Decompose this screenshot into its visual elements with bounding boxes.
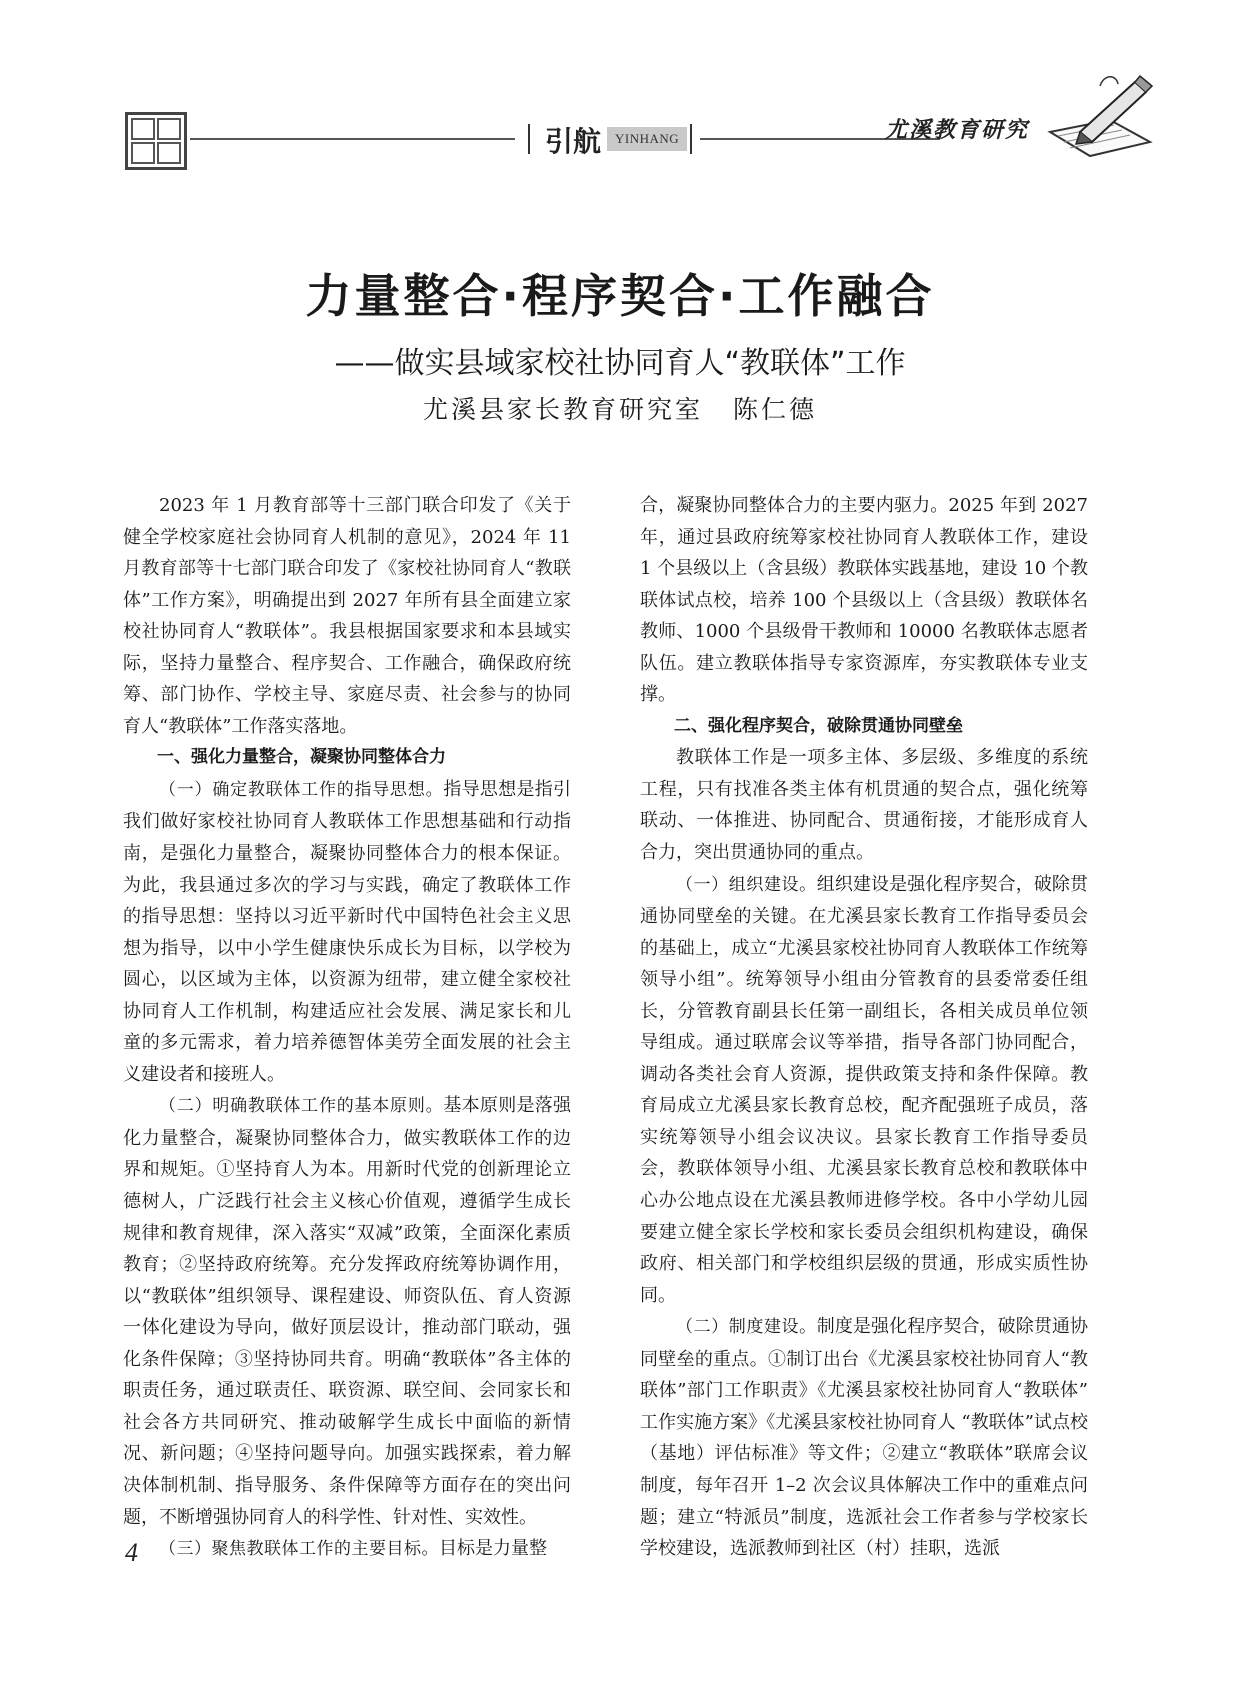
paragraph [123,1090,571,1533]
header-divider [528,124,530,154]
page-header [0,0,1240,170]
section-label: 引航 [545,125,602,158]
left-column [123,490,571,1566]
paragraph [123,1533,571,1566]
paragraph-text: 制度是强化程序契合，破除贯通协同壁垒的重点。①制订出台《尤溪县家校社协同育人“教联体”部门工作职责》《尤溪县家校社协同育人“教联体” 工作实施方案》《尤溪县家校社协同育人 “教联体”试点校（基地）评估标准》等文件；②建立“教联体”联席会议制度，每年召开 1–2 次会议具体解决工作中的重难点问题；建立“特派员”制度，选派社会工作者参与学校家长学校建设，选派教师到社区（村）挂职，选派 [640,1316,1089,1560]
paragraph-text: 基本原则是落强化力量整合，凝聚协同整体合力，做实教联体工作的边界和规矩。①坚持育人为本。用新时代党的创新理论立德树人，广泛践行社会主义核心价值观，遵循学生成长规律和教育规律，深入落实“双减”政策，全面深化素质教育；②坚持政府统筹。充分发挥政府统筹协调作用，以“教联体”组织领导、课程建设、师资队伍、育人资源一体化建设为导向，做好顶层设计，推动部门联动，强化条件保障；③坚持协同共育。明确“教联体”各主体的职责任务，通过联责任、联资源、联空间、会同家长和社会各方共同研究、推动破解学生成长中面临的新情况、新问题；④坚持问题导向。加强实践探索，着力解决体制机制、指导服务、条件保障等方面存在的突出问题，不断增强协同育人的科学性、针对性、实效性。 [123,1095,572,1528]
subsection-lead: （一）组织建设。 [676,874,817,895]
pencil-paper-icon [1040,70,1160,160]
paragraph-text: 指导思想是指引我们做好家校社协同育人教联体工作思想基础和行动指南，是强化力量整合，凝聚协同整体合力的根本保证。为此，我县通过多次的学习与实践，确定了教联体工作的指导思想：坚持以习近平新时代中国特色社会主义思想为指导，以中小学生健康快乐成长为目标，以学校为圆心，以区域为主体，以资源为纽带，建立健全家校社协同育人工作机制，构建适应社会发展、满足家长和儿童的多元需求，着力培养德智体美劳全面发展的社会主义建设者和接班人。 [123,778,572,1085]
seal-logo [125,112,187,170]
section-heading: 二、强化程序契合，破除贯通协同壁垒 [674,715,963,736]
subsection-lead: （一）确定教联体工作的指导思想。 [159,779,444,800]
paragraph [640,869,1088,1312]
paragraph [640,1311,1088,1564]
section-heading: 一、强化力量整合，凝聚协同整体合力 [157,747,446,768]
paragraph-text: 目标是力量整 [439,1538,547,1560]
page-number: 4 [125,1538,138,1567]
article-subtitle: ——做实县域家校社协同育人“教联体”工作 [334,346,906,381]
paragraph [123,774,571,1090]
author-org: 尤溪县家长教育研究室 [422,395,703,424]
right-column [640,490,1088,1565]
paragraph: 合，凝聚协同整体合力的主要内驱力。2025 年到 2027 年，通过县政府统筹家校社协同育人教联体工作，建设 1 个县级以上（含县级）教联体实践基地，建设 10 个教联体试点校，培养 100 个县级以上（含县级）教联体名教师、1000 个县级骨干教师和 10000 名教联体志愿者队伍。建立教联体指导专家资源库，夯实教联体专业支撑。 [640,495,1088,706]
author-name: 陈仁德 [733,395,818,424]
subsection-lead: （三）聚焦教联体工作的主要目标。 [159,1539,439,1560]
paragraph: 教联体工作是一项多主体、多层级、多维度的系统工程，只有找准各类主体有机贯通的契合点，强化统筹联动、一体推进、协同配合、贯通衔接，才能形成育人合力，突出贯通协同的重点。 [640,747,1088,864]
subsection-lead: （二）制度建设。 [676,1317,817,1338]
subsection-lead: （二）明确教联体工作的基本原则。 [159,1096,444,1117]
paragraph-text: 组织建设是强化程序契合，破除贯通协同壁垒的关键。在尤溪县家长教育工作指导委员会的基础上，成立“尤溪县家校社协同育人教联体工作统筹领导小组”。统筹领导小组由分管教育的县委常委任组长，分管教育副县长任第一副组长，各相关成员单位领导组成。通过联席会议等举措，指导各部门协同配合，调动各类社会育人资源，提供政策支持和条件保障。教育局成立尤溪县家长教育总校，配齐配强班子成员，落实统筹领导小组会议决议。县家长教育工作指导委员会，教联体领导小组、尤溪县家长教育总校和教联体中心办公地点设在尤溪县教师进修学校。各中小学幼儿园要建立健全家长学校和家长委员会组织机构建设，确保政府、相关部门和学校组织层级的贯通，形成实质性协同。 [640,873,1089,1306]
paragraph: 2023 年 1 月教育部等十三部门联合印发了《关于健全学校家庭社会协同育人机制的意见》，2024 年 11 月教育部等十七部门联合印发了《家校社协同育人“教联体”工作方案》，明确提出到 2027 年所有县全面建立家校社协同育人“教联体”。我县根据国家要求和本县域实际，坚持力量整合、程序契合、工作融合，确保政府统筹、部门协作、学校主导、家庭尽责、社会参与的协同育人“教联体”工作落实落地。 [123,495,571,737]
journal-name: 尤溪教育研究 [885,117,1030,143]
article-title: 力量整合·程序契合·工作融合 [305,269,935,323]
header-divider [690,124,692,154]
header-rule-left [190,138,515,140]
section-pinyin: YINHANG [607,127,687,151]
author-line [0,390,1240,426]
